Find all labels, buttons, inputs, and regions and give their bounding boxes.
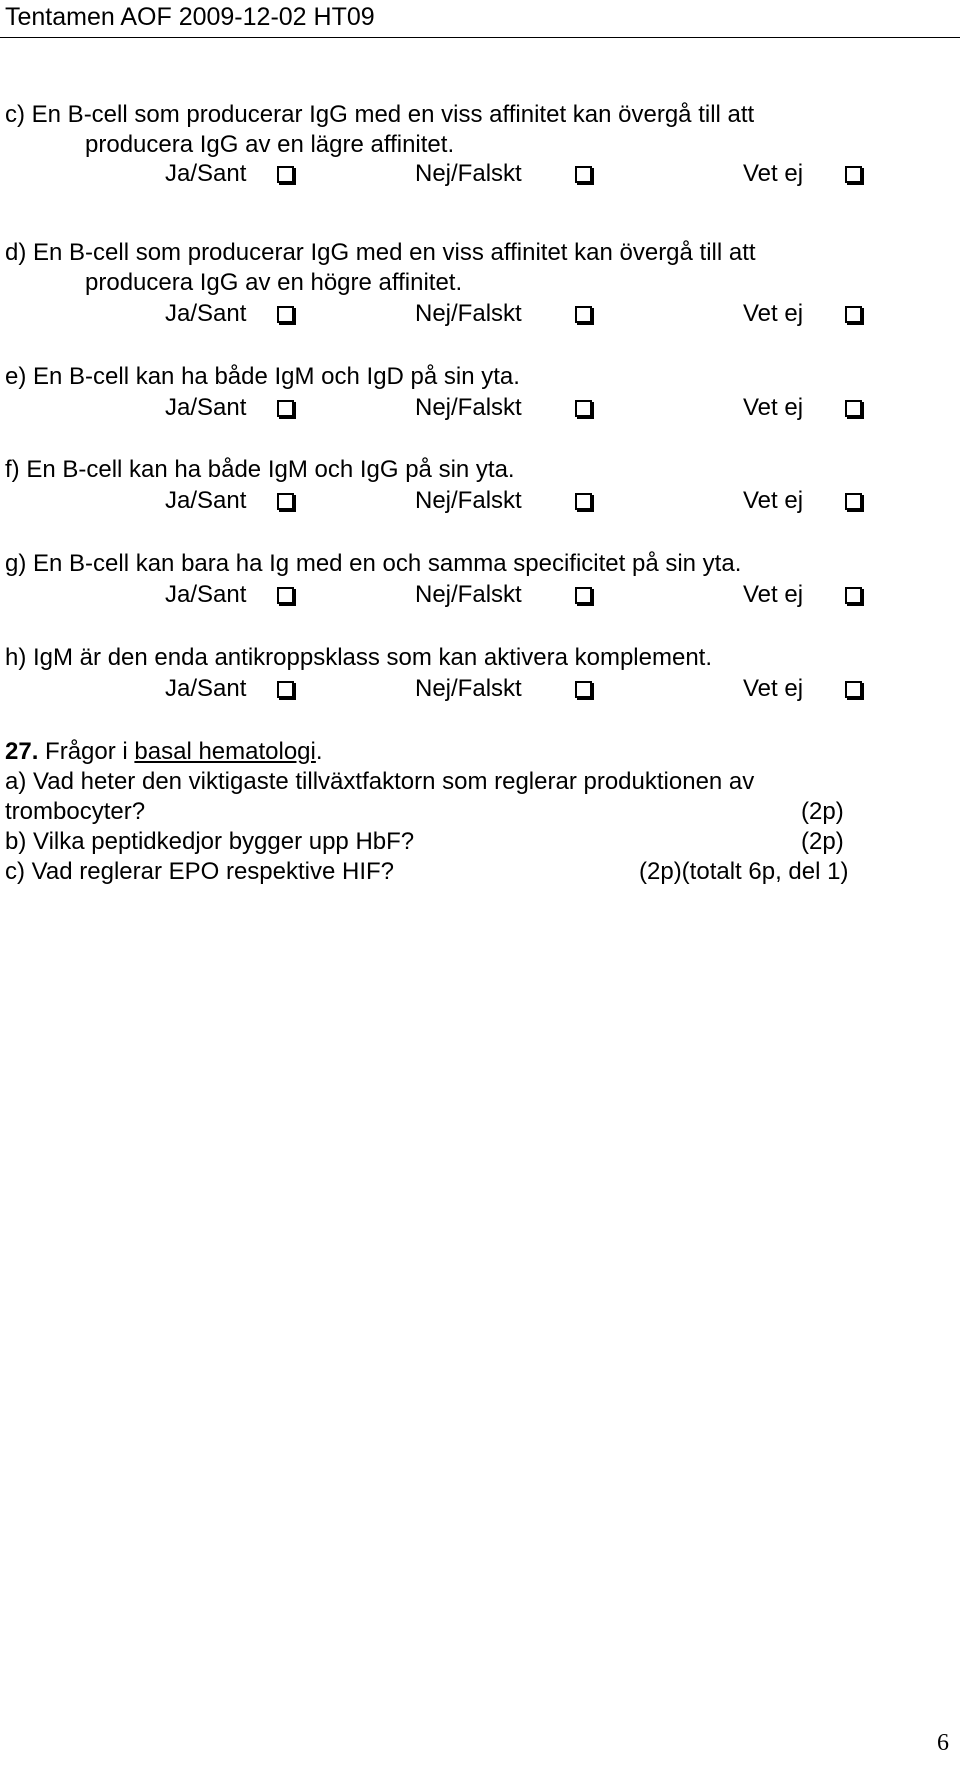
question-f-text: f) En B-cell kan ha både IgM och IgG på sin yta. <box>5 456 515 483</box>
option-yes-checkbox[interactable] <box>277 400 294 417</box>
option-no-checkbox[interactable] <box>575 400 592 417</box>
option-yes-label: Ja/Sant <box>165 581 247 608</box>
question-e-text: e) En B-cell kan ha både IgM och IgD på sin yta. <box>5 363 520 390</box>
option-unknown-label: Vet ej <box>743 300 804 327</box>
section-intro: Frågor i <box>45 738 135 765</box>
question-c-text-line1: c) En B-cell som producerar IgG med en viss affinitet kan övergå till att <box>5 101 755 128</box>
option-unknown-checkbox[interactable] <box>845 587 862 604</box>
option-unknown-checkbox[interactable] <box>845 681 862 698</box>
section-topic: basal hematologi <box>134 738 316 765</box>
question-c <box>5 100 945 160</box>
question-27b-points: (2p) <box>801 828 844 855</box>
option-no-label: Nej/Falskt <box>415 394 522 421</box>
option-yes-label: Ja/Sant <box>165 160 247 187</box>
option-no-checkbox[interactable] <box>575 306 592 323</box>
question-27c-points: (2p)(totalt 6p, del 1) <box>639 858 849 885</box>
question-d-text-line2: producera IgG av en högre affinitet. <box>85 269 463 296</box>
question-27c-text: c) Vad reglerar EPO respektive HIF? <box>5 858 395 885</box>
page-number: 6 <box>937 1730 949 1756</box>
option-unknown-label: Vet ej <box>743 675 804 702</box>
option-no-checkbox[interactable] <box>575 493 592 510</box>
section-27-heading <box>5 737 323 767</box>
answer-row-e <box>0 392 960 424</box>
option-yes-label: Ja/Sant <box>165 675 247 702</box>
option-no-label: Nej/Falskt <box>415 581 522 608</box>
option-yes-checkbox[interactable] <box>277 493 294 510</box>
option-yes-label: Ja/Sant <box>165 487 247 514</box>
option-no-label: Nej/Falskt <box>415 675 522 702</box>
answer-row-d <box>0 298 960 330</box>
question-e <box>5 362 945 392</box>
option-no-checkbox[interactable] <box>575 166 592 183</box>
question-g-text: g) En B-cell kan bara ha Ig med en och samma specificitet på sin yta. <box>5 550 742 577</box>
option-no-label: Nej/Falskt <box>415 487 522 514</box>
question-27a-line2: trombocyter? <box>5 798 146 825</box>
option-yes-label: Ja/Sant <box>165 394 247 421</box>
option-yes-checkbox[interactable] <box>277 587 294 604</box>
option-yes-checkbox[interactable] <box>277 306 294 323</box>
question-h-text: h) IgM är den enda antikroppsklass som kan aktivera komplement. <box>5 644 713 671</box>
answer-row-c <box>0 158 960 190</box>
section-number: 27. <box>5 738 39 765</box>
option-no-label: Nej/Falskt <box>415 300 522 327</box>
option-unknown-label: Vet ej <box>743 581 804 608</box>
option-yes-checkbox[interactable] <box>277 166 294 183</box>
option-yes-label: Ja/Sant <box>165 300 247 327</box>
page-header-title: Tentamen AOF 2009-12-02 HT09 <box>5 3 375 31</box>
option-unknown-label: Vet ej <box>743 394 804 421</box>
answer-row-g <box>0 579 960 611</box>
option-unknown-checkbox[interactable] <box>845 306 862 323</box>
question-27a-line1: a) Vad heter den viktigaste tillväxtfaktorn som reglerar produktionen av <box>5 768 755 795</box>
option-no-checkbox[interactable] <box>575 681 592 698</box>
option-unknown-checkbox[interactable] <box>845 400 862 417</box>
option-no-label: Nej/Falskt <box>415 160 522 187</box>
header-divider <box>0 37 960 38</box>
answer-row-f <box>0 485 960 517</box>
question-f <box>5 455 945 485</box>
option-no-checkbox[interactable] <box>575 587 592 604</box>
question-d <box>5 238 945 298</box>
question-27a-points: (2p) <box>801 798 844 825</box>
option-unknown-checkbox[interactable] <box>845 166 862 183</box>
question-d-text-line1: d) En B-cell som producerar IgG med en viss affinitet kan övergå till att <box>5 239 756 266</box>
question-h <box>5 643 945 673</box>
option-unknown-checkbox[interactable] <box>845 493 862 510</box>
question-c-text-line2: producera IgG av en lägre affinitet. <box>85 131 455 158</box>
option-unknown-label: Vet ej <box>743 487 804 514</box>
option-unknown-label: Vet ej <box>743 160 804 187</box>
section-period: . <box>315 738 323 765</box>
question-27b-text: b) Vilka peptidkedjor bygger upp HbF? <box>5 828 415 855</box>
question-g <box>5 549 945 579</box>
option-yes-checkbox[interactable] <box>277 681 294 698</box>
answer-row-h <box>0 673 960 705</box>
